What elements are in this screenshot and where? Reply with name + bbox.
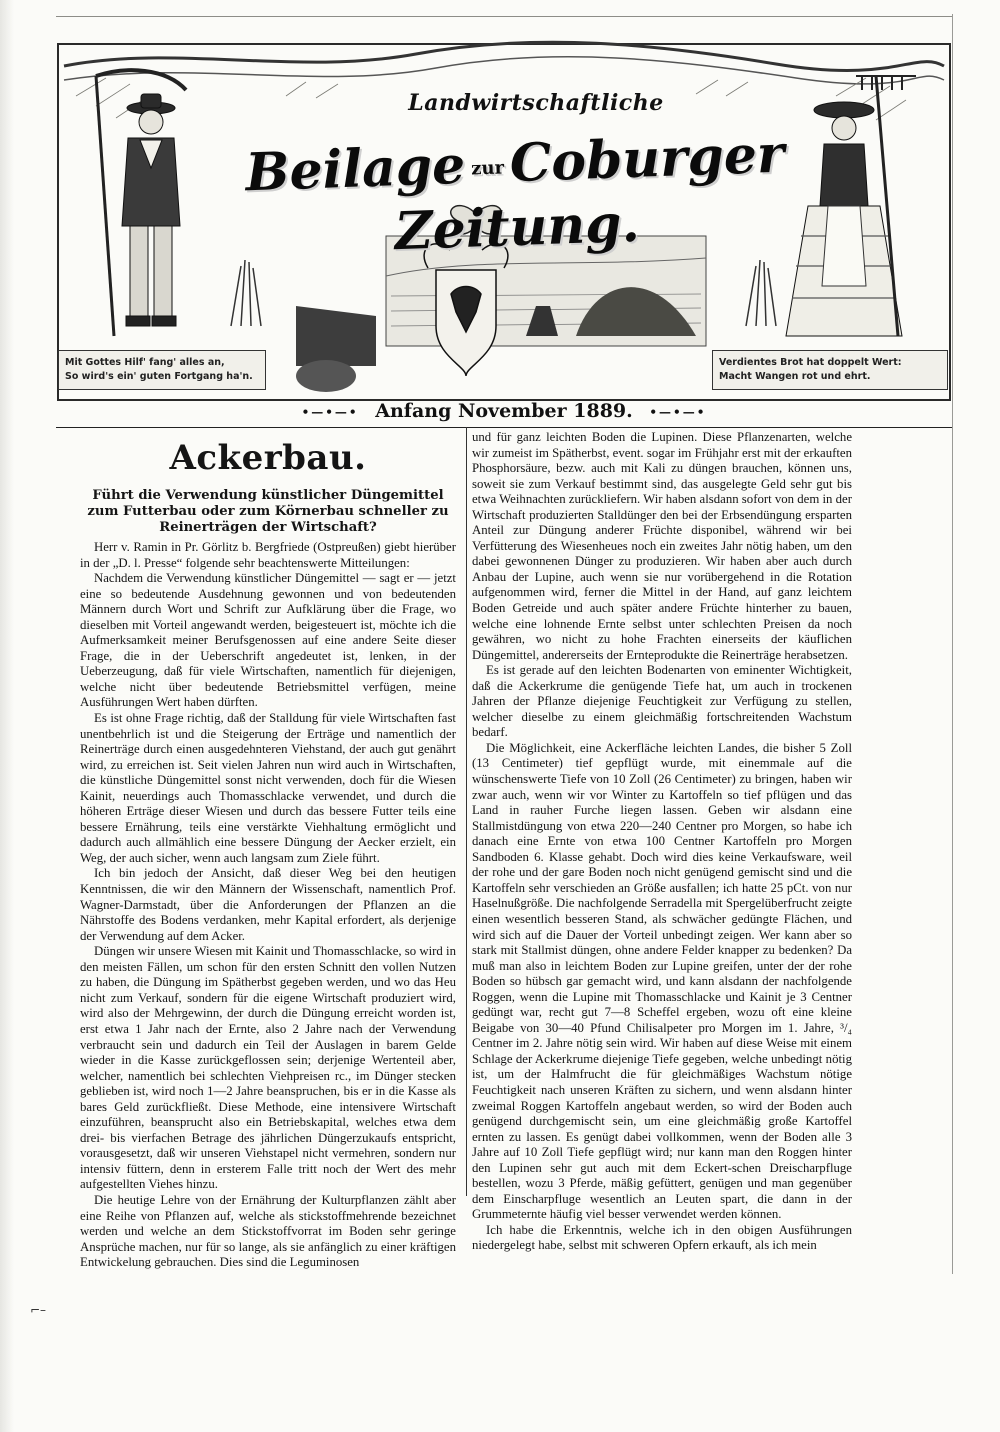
article-paragraph: und für ganz leichten Boden die Lupinen. Diese Pflanzenarten, welche wir zumeist im Spätherbst, event. sogar im Frühjahr erst mit der erkauften Phosphorsäure, bezw. auch mit Kali zu düngen brauchen, können uns, soweit sie zum Verkauf bestimmt sind, das ausgelegte Geld sehr gut bis etwa Weihnachten zurückliefern. Wir haben alsdann sofort von dem in der Wirtschaft produzierten Stalldünger den bei der Erbsendüngung ersparten Anteil zur Düngung anderer Früchte disponibel, während wir bei Verfütterung des Wiesenheues noch ein zweites Jahr nötig haben, um den dabei gewonnenen Dünger zu produzieren. Wir haben aber auch durch Anbau der Lupine, auch wenn sie nur vorübergehend in die Rotation aufgenommen wird, ferner die Mittel in der Hand, auf ganz leichtem Boden Getreide und auch später andere Früchte hinterher zu bauen, welche eine lohnende Ernte selbst unter schlechten Preisen da noch gewähren, wo nicht zu hohe Frachten einerseits der käuflichen Düngemittel, andererseits der Ernteprodukte die Reinerträge herabsetzen. [472,430,852,662]
article-subhead: Führt die Verwendung künstlicher Düngemittel zum Futterbau oder zum Körnerbau schneller zu Reinerträgen der Wirtschaft? [87,488,449,535]
article-column-right [472,430,852,1254]
page-edge [952,14,953,1274]
column-divider [466,427,467,1196]
issue-date-line [56,398,952,424]
motto-left-plaque [58,350,266,390]
masthead [56,36,952,402]
masthead-subtitle: Landwirtschaftliche [408,90,664,116]
margin-mark: ⌐– [30,1303,47,1317]
ornament-left: •—•—• [301,405,359,419]
ornament-right: •—•—• [649,405,707,419]
masthead-title-part1: Beilage [244,134,467,204]
article-column-left [80,430,456,1271]
page-shadow [0,0,14,1432]
article-paragraph: Düngen wir unsere Wiesen mit Kainit und Thomasschlacke, so wird in den meisten Fällen, um schon für den ersten Schnitt den vollen Nutzen zu haben, die Düngung im Spätherbst gegeben werden, und wo das Heu nicht zum Verkauf, sondern für die eigene Wirtschaft produziert wird, wird also der Mehrgewinn, der durch die Düngung erreicht worden ist, erst etwa 1 Jahr nach der Ernte, also 2 Jahre nach der Verwendung verbraucht sein und dadurch ein Teil der Auslagen in barem Gelde wieder in die Kasse zurückgeflossen sein; derjenige Wertenteil aber, welcher, namentlich bei schlechten Viehpreisen rc., im Dünger stecken geblieben ist, wird noch 1—2 Jahre beanspruchen, bis er in die Kasse als bares Geld zurückfließt. Diese Methode, eine intensivere Wirtschaft einzuführen, beansprucht also ein Betriebskapital, welches etwa dem drei- bis vierfachen Betrage des jährlichen Düngerzukaufs entspricht, vorausgesetzt, daß wir unseren Viehstapel nicht vermehren, sondern nur intensiv füttern, denn in ersterem Falle tritt noch der Wert des mehr aufgestellten Viehes hinzu. [80,944,456,1192]
article-paragraph: Ich bin jedoch der Ansicht, daß dieser Weg bei den heutigen Kenntnissen, die wir den Männern der Wissenschaft, namentlich Prof. Wagner-Darmstadt, über die Anforderungen der Pflanzen an die Nährstoffe des Bodens verdanken, mehr Kapital erfordert, als derjenige der Verwendung auf dem Acker. [80,866,456,943]
top-rule [56,16,952,17]
article-paragraph: Es ist ohne Frage richtig, daß der Stalldung für viele Wirtschaften fast unentbehrlich ist und die Steigerung der Erträge und namentlich der Reinerträge durch einen ausgedehnteren Viehstand, der auch gut genährt wird, zu erreichen ist. Seit vielen Jahren nun wird auch in Wirtschaften, die künstliche Düngemittel sonst nicht verwenden, doch für die Wiesen Kainit, neuerdings auch Thomasschlacke verwendet, und durch die höheren Erträge dieser Wiesen und durch das bessere Futter teils eine bessere Ernährung, teils eine verstärkte Viehhaltung ermöglicht und dadurch auch allmählich eine bessere Düngung der Aecker erzielt, ein Weg, der auch sicher, wenn auch langsam zum Ziele führt. [80,711,456,865]
article-paragraph: Nachdem die Verwendung künstlicher Düngemittel — sagt er — jetzt eine so bedeutende Ausdehnung gewonnen und von bedeutenden Männern durch Wort und Schrift zur Aufklärung über die Frage, wo dieselben mit Vorteil angewandt werden, beigesteuert ist, möchte ich die Aufmerksamkeit meiner Berufsgenossen auf eine andere Seite dieser Frage, die in der Ueberschrift angedeutet ist, lenken, in der Ueberzeugung, daß für viele Wirtschaften, namentlich für diejenigen, welche nicht über bedeutende Betriebsmittel verfügen, meine Ausführungen Wert haben dürften. [80,571,456,710]
masthead-title-zur: zur [470,156,505,180]
article-paragraph: Die heutige Lehre von der Ernährung der Kulturpflanzen zählt aber eine Reihe von Pflanzen auf, welche als stickstoffmehrende bezeichnet werden und welche an dem Stickstoffvorrat im Boden sehr geringe Ansprüche machen, nur für so lange, als sie anfänglich zu einer kräftigen Entwickelung gebrauchen. Dies sind die Leguminosen [80,1192,456,1270]
article-headline: Ackerbau. [169,438,367,478]
motto-right-line: Verdientes Brot hat doppelt Wert: [719,357,902,368]
motto-left-line: Mit Gottes Hilf' fang' alles an, [65,357,225,368]
date-rule [56,427,952,428]
motto-right-line: Macht Wangen rot und ehrt. [719,371,871,382]
masthead-title-part2: Coburger Zeitung. [393,123,786,262]
issue-date: Anfang November 1889. [375,400,633,422]
motto-right-plaque [712,350,948,390]
article-paragraph: Die Möglichkeit, eine Ackerfläche leichten Landes, die bisher 5 Zoll (13 Centimeter) tief gepflügt wurde, mit einemmale auf die wünschenswerte Tiefe von 10 Zoll (26 Centimeter) zu bringen, haben wir zwar auch, wenn wir vor Winter zu Kartoffeln so tief pflügen und das Land in rauher Furche liegen lassen. Geben wir alsdann eine Stallmistdüngung von etwa 220—240 Centner pro Morgen, so habe ich danach eine Ernte von etwa 100 Centner Kartoffeln pro Morgen Sandboden 6. Klasse gehabt. Doch wird dies keine Verkaufsware, weil der rohe und der gare Boden noch nicht genügend gemischt sind und die Kartoffeln sehr verschieden an Größe ausfallen; ich hatte 25 pCt. von nur Haselnußgröße. Die nachfolgende Serradella mit Spergelüberfrucht zeigte einen wesentlich besseren Stand, als schwächer gedüngte Flächen, und wird sich auf die Dauer der Vorteil unbedingt zeigen. Wer kann aber so stark mit Stallmist düngen, ohne andere Felder knapper zu bedenken? Da muß man also in leichtem Boden zur Lupine greifen, unter der der rohe Boden so hübsch gar gemacht wird, und kann alsdann der nachfolgende Roggen, wenn die Lupine mit Thomasschlacke und Kainit je 3 Centner gedüngt war, recht gut 7—8 Scheffel ergeben, wozu oft eine kleine Beigabe von 30—40 Pfund Chilisalpeter pro Morgen im 1. Jahre, ³/₄ Centner im 2. Jahre nötig sein wird. Wir haben auf diese Weise mit einem Schlage der Ackerkrume diejenige Tiefe gegeben, welche unbedingt nötig ist, um der Halmfrucht die für gleichmäßiges Wachstum nötige Feuchtigkeit nach unseren Kräften zu sichern, und wenn alsdann hinter zweimal Roggen Kartoffeln angebaut werden, so wird der Boden auch genügend durchgemischt sein, um eine gleichmäßig große Kartoffel ernten zu lassen. Es genügt dabei vollkommen, wenn der Boden alle 3 Jahre auf 10 Zoll Tiefe gepflügt wird; nur kann man den Roggen hinter den Lupinen sehr gut auch mit dem Eckert-schen Dreischarpfluge bestellen, wozu 3 Pferde, mäßig gefüttert, genügen und man gegenüber dem Einscharpfluge wesentlich an Leuten spart, die dann in der Grummeternte häufig viel besser verwendet werden können. [472,740,852,1222]
motto-left-line: So wird's ein' guten Fortgang ha'n. [65,371,253,382]
article-intro: Herr v. Ramin in Pr. Görlitz b. Bergfriede (Ostpreußen) giebt hierüber in der „D. l. Presse“ folgende sehr beachtenswerte Mitteilungen: [80,540,456,570]
article-paragraph: Es ist gerade auf den leichten Bodenarten von eminenter Wichtigkeit, daß die Ackerkrume die genügende Tiefe hat, um auch in trockenen Jahren der Pflanze diejenige Feuchtigkeit zur Verfügung zu stellen, welcher dieselbe zu einem gleichmäßig fortschreitenden Wachstum bedarf. [472,663,852,740]
farmer-figure [96,70,186,336]
article-paragraph: Ich habe die Erkenntnis, welche ich in den obigen Ausführungen niedergelegt habe, selbst mit schweren Opfern erkauft, als ich mein [472,1222,852,1253]
masthead-title [214,124,818,268]
